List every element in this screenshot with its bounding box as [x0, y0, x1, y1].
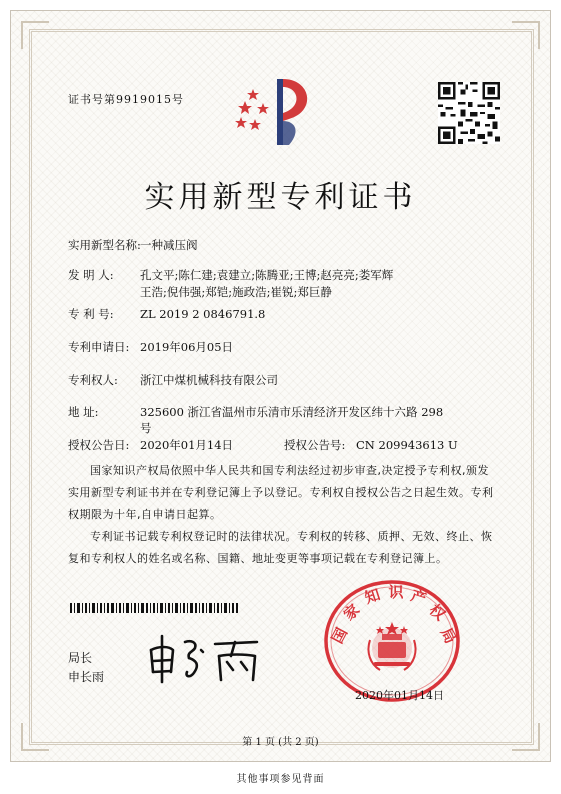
- svg-text:国: 国: [328, 624, 352, 647]
- grant-date: 2020年01月14日: [140, 438, 234, 452]
- svg-text:家: 家: [340, 600, 364, 624]
- official-seal: [322, 578, 462, 704]
- back-page-note: 其他事项参见背面: [236, 774, 325, 785]
- field-label: 发 明 人:: [68, 268, 114, 282]
- svg-text:知: 知: [362, 585, 383, 608]
- director-title: 局长: [68, 651, 93, 665]
- svg-text:权: 权: [425, 600, 449, 624]
- page-number: 第 1 页 (共 2 页): [242, 737, 319, 748]
- svg-text:局: 局: [436, 624, 460, 647]
- utility-model-name: 一种减压阀: [140, 238, 198, 252]
- field-label: 专利权人:: [68, 373, 118, 387]
- certificate-number: 证书号第9919015号: [68, 93, 184, 106]
- qr-code-icon: [438, 82, 500, 144]
- address-line2: 号: [140, 421, 152, 435]
- svg-text:识: 识: [388, 583, 404, 601]
- cnipa-logo-icon: [233, 75, 325, 147]
- svg-text:产: 产: [408, 586, 429, 609]
- barcode-icon: [70, 603, 238, 613]
- handwritten-signature: [145, 628, 265, 684]
- field-label: 实用新型名称:: [68, 238, 141, 252]
- corner-ornament: [512, 21, 540, 49]
- field-label: 授权公告号:: [284, 438, 346, 452]
- director-name: 申长雨: [68, 670, 105, 684]
- inventor-names-line2: 王浩;倪伟强;郑铠;施政浩;崔锐;郑巨静: [140, 285, 332, 299]
- grant-statement: 国家知识产权局依照中华人民共和国专利法经过初步审查,决定授予专利权,颁发实用新型专利证书并在专利登记簿上予以登记。专利权自授权公告之日起生效。专利权期限为十年,自申请日起算。: [68, 464, 494, 521]
- field-label: 授权公告日:: [68, 438, 130, 452]
- field-label: 地 址:: [68, 405, 99, 419]
- field-label: 专利申请日:: [68, 340, 130, 354]
- corner-ornament: [21, 21, 49, 49]
- inventor-names-line1: 孔文平;陈仁建;袁建立;陈腾亚;王博;赵亮亮;娄军辉: [140, 268, 394, 282]
- patent-number: ZL 2019 2 0846791.8: [140, 307, 266, 321]
- patentee: 浙江中煤机械科技有限公司: [140, 373, 278, 387]
- seal-date: 2020年01月14日: [355, 689, 444, 702]
- field-label: 专 利 号:: [68, 307, 114, 321]
- address-line1: 325600 浙江省温州市乐清市乐清经济开发区纬十六路 298: [140, 405, 444, 419]
- legal-status-note: 专利证书记载专利权登记时的法律状况。专利权的转移、质押、无效、终止、恢复和专利权人的姓名或名称、国籍、地址变更等事项记载在专利登记簿上。: [68, 530, 493, 565]
- filing-date: 2019年06月05日: [140, 340, 234, 354]
- certificate-title: 实用新型专利证书: [144, 180, 417, 215]
- grant-number: CN 209943613 U: [356, 438, 458, 452]
